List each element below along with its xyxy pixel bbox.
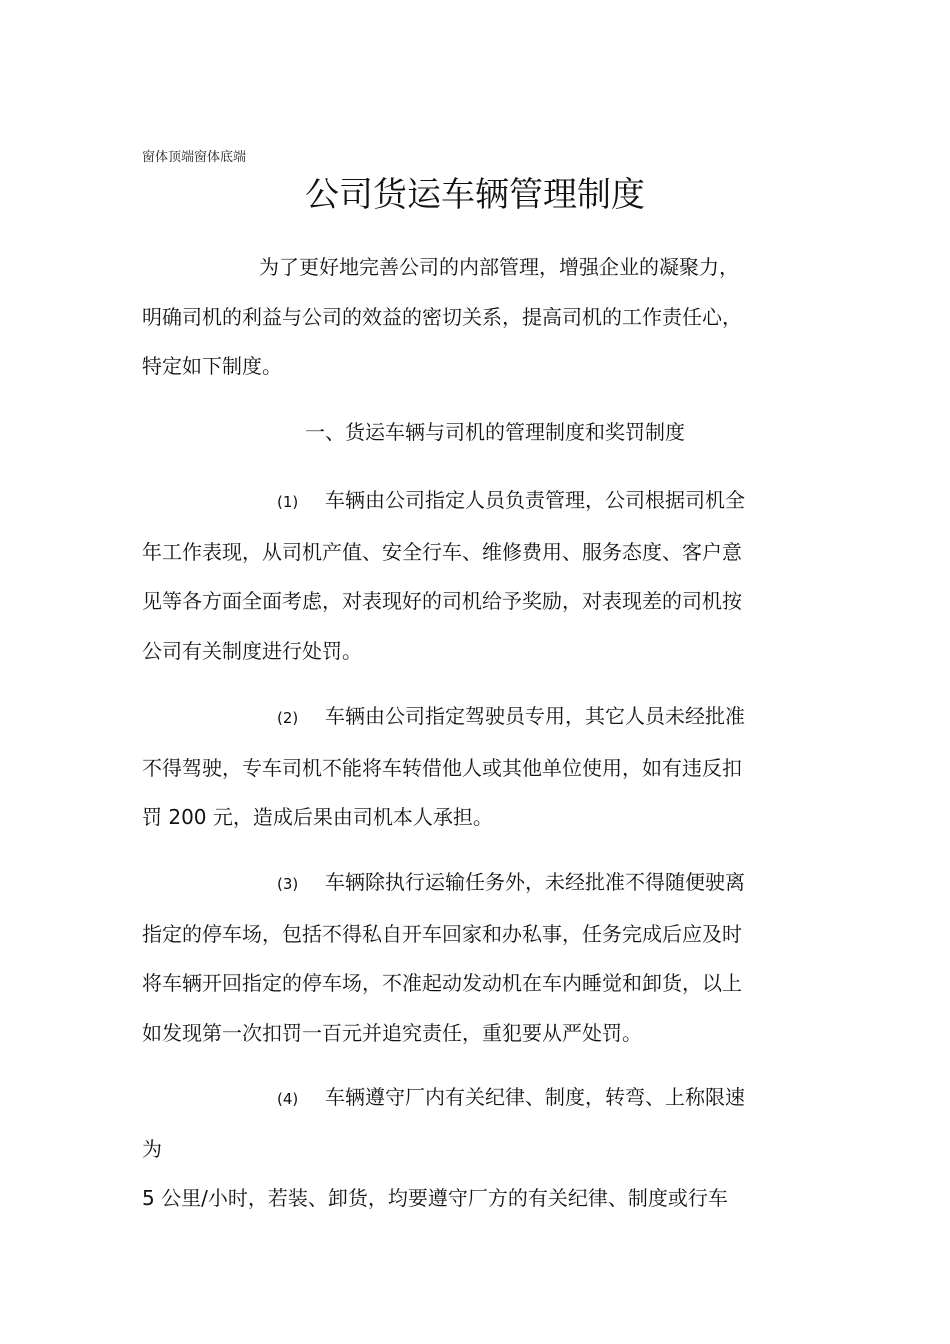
intro-line: 明确司机的利益与公司的效益的密切关系，提高司机的工作责任心， bbox=[142, 304, 742, 329]
item-line: 罚 200 元，造成后果由司机本人承担。 bbox=[142, 805, 493, 829]
item-number: (3) bbox=[277, 875, 299, 893]
intro-paragraph bbox=[142, 243, 812, 392]
section-item-2 bbox=[142, 692, 812, 843]
item-number: (4) bbox=[277, 1090, 299, 1108]
item-line: 车辆由公司指定人员负责管理，公司根据司机全 bbox=[325, 488, 745, 512]
section-item-3 bbox=[142, 858, 812, 1058]
item-line: 公司有关制度进行处罚。 bbox=[142, 638, 362, 663]
item-line: 如发现第一次扣罚一百元并追究责任，重犯要从严处罚。 bbox=[142, 1020, 642, 1045]
item-line: 车辆遵守厂内有关纪律、制度，转弯、上称限速 bbox=[325, 1085, 745, 1109]
item-line: 不得驾驶，专车司机不能将车转借他人或其他单位使用，如有违反扣 bbox=[142, 755, 742, 780]
intro-line: 为了更好地完善公司的内部管理，增强企业的凝聚力， bbox=[259, 255, 739, 279]
item-line: 年工作表现，从司机产值、安全行车、维修费用、服务态度、客户意 bbox=[142, 539, 742, 564]
item-line: 为 bbox=[142, 1136, 162, 1161]
item-line: 将车辆开回指定的停车场，不准起动发动机在车内睡觉和卸货，以上 bbox=[142, 971, 742, 995]
section-item-4 bbox=[142, 1073, 812, 1224]
section-item-1 bbox=[142, 476, 812, 676]
item-line: 车辆由公司指定驾驶员专用，其它人员未经批准 bbox=[325, 704, 745, 728]
section-heading: 一、货运车辆与司机的管理制度和奖罚制度 bbox=[305, 420, 685, 444]
intro-line: 特定如下制度。 bbox=[142, 354, 282, 378]
item-line: 见等各方面全面考虑，对表现好的司机给予奖励，对表现差的司机按 bbox=[142, 589, 742, 613]
item-line: 指定的停车场，包括不得私自开车回家和办私事，任务完成后应及时 bbox=[142, 921, 742, 946]
item-line: 5 公里/小时，若装、卸货，均要遵守厂方的有关纪律、制度或行车 bbox=[142, 1186, 728, 1210]
item-line: 车辆除执行运输任务外，未经批准不得随便驶离 bbox=[325, 870, 745, 894]
item-number: (1) bbox=[277, 493, 299, 511]
document-title: 公司货运车辆管理制度 bbox=[305, 175, 645, 215]
form-marker-text: 窗体顶端窗体底端 bbox=[142, 150, 247, 165]
item-number: (2) bbox=[277, 709, 299, 727]
